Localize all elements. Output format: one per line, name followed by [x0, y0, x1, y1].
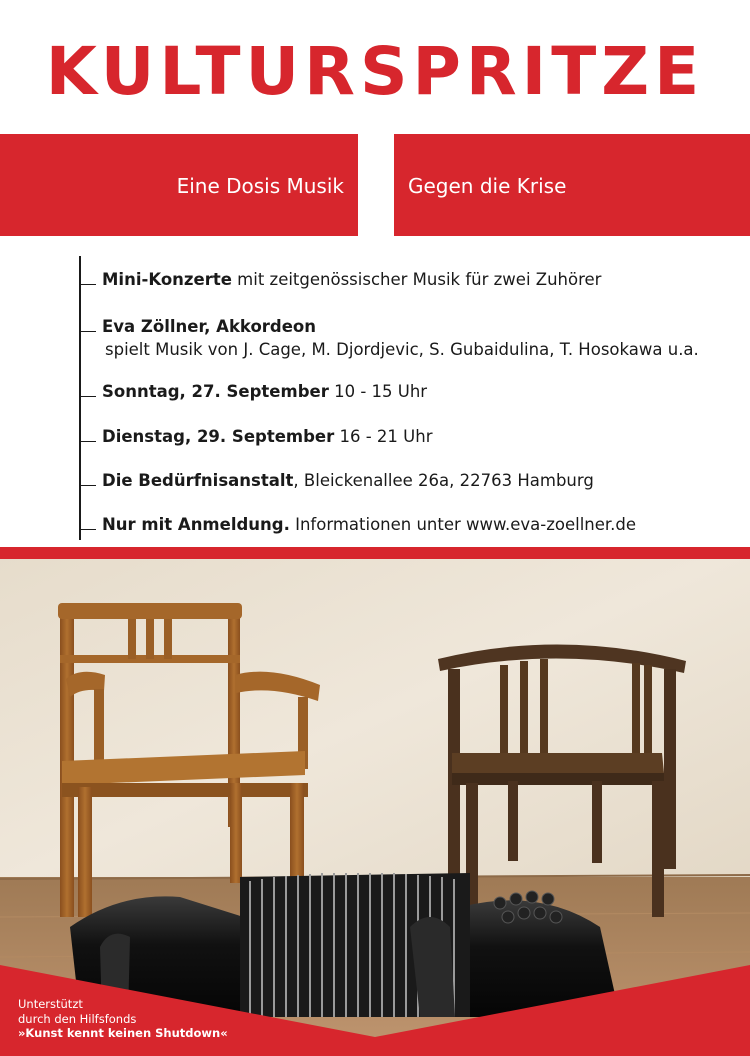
photo-top-red-rule: [0, 547, 750, 559]
bullet-dash: [80, 331, 96, 332]
chairs-accordion-photo: [0, 547, 750, 1056]
credit-line-3: »Kunst kennt keinen Shutdown«: [18, 1026, 228, 1040]
info-item-venue: Die Bedürfnisanstalt, Bleickenallee 26a, 22763 Hamburg: [80, 470, 594, 492]
tagline-right: Gegen die Krise: [408, 174, 567, 198]
bullet-dash: [80, 441, 96, 442]
bullet-dash: [80, 396, 96, 397]
credit-line-1: Unterstützt: [18, 997, 83, 1011]
tagline-left: Eine Dosis Musik: [176, 174, 344, 198]
info-item-registration: Nur mit Anmeldung. Informationen unter www.eva-zoellner.de: [80, 514, 636, 536]
info-item-concerts: Mini-Konzerte mit zeitgenössischer Musik für zwei Zuhörer: [80, 269, 601, 291]
tagline-band-right: [394, 134, 750, 236]
credit-line-2: durch den Hilfsfonds: [18, 1011, 137, 1026]
bullet-dash: [80, 284, 96, 285]
sponsor-credit: [18, 997, 228, 1041]
info-item-performer: Eva Zöllner, Akkordeon: [80, 316, 316, 338]
info-item-performer-repertoire: spielt Musik von J. Cage, M. Djordjevic, S. Gubaidulina, T. Hosokawa u.a.: [105, 340, 699, 359]
poster-title: KULTURSPRITZE: [45, 33, 705, 110]
info-item-tuesday: Dienstag, 29. September 16 - 21 Uhr: [80, 426, 432, 448]
info-item-sunday: Sonntag, 27. September 10 - 15 Uhr: [80, 381, 427, 403]
tagline-band-left: [0, 134, 358, 236]
bullet-dash: [80, 485, 96, 486]
bullet-dash: [80, 529, 96, 530]
